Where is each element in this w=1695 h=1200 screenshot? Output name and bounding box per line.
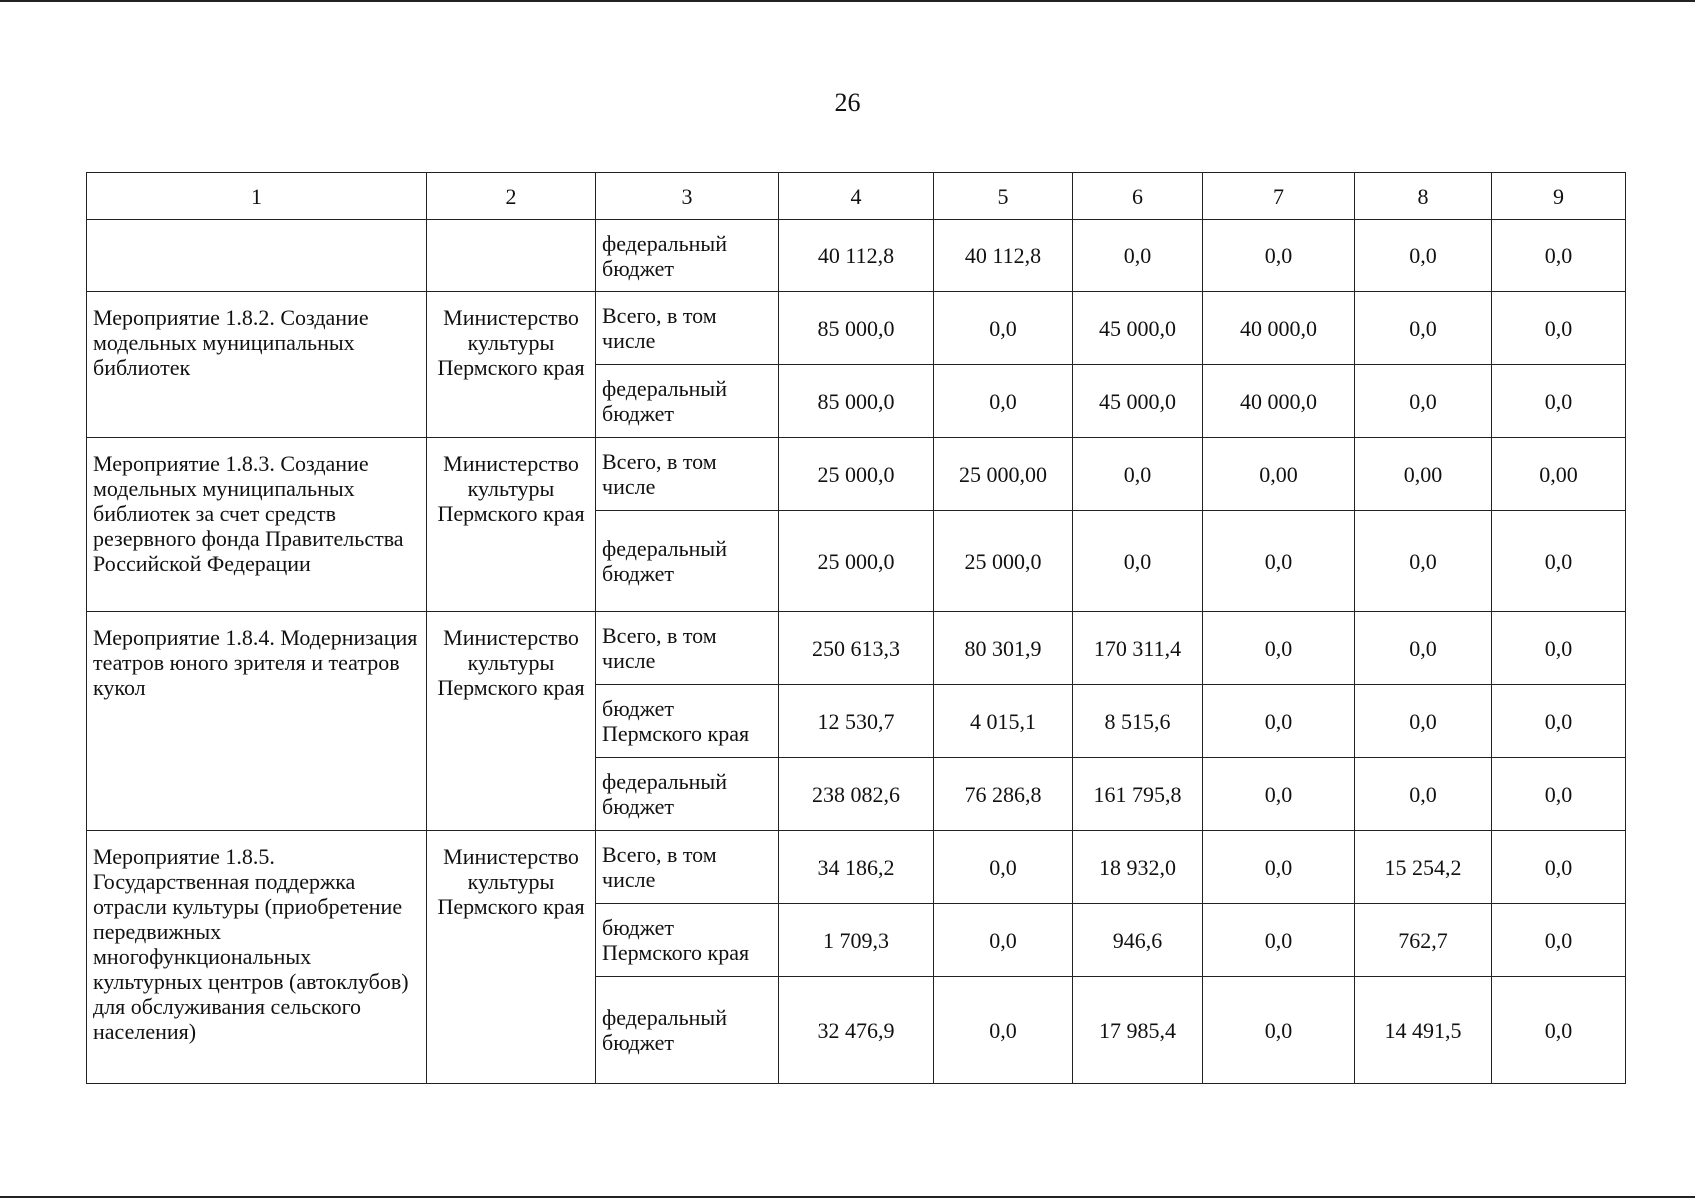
column-number: 2 <box>427 173 596 220</box>
funding-source: федеральный бюджет <box>596 977 779 1084</box>
table-row <box>87 220 1626 292</box>
funding-source: федеральный бюджет <box>596 511 779 612</box>
value-cell: 0,0 <box>1073 220 1203 292</box>
value-cell: 0,0 <box>1203 685 1355 758</box>
value-cell: 25 000,00 <box>934 438 1073 511</box>
column-number: 8 <box>1355 173 1492 220</box>
funding-source: федеральный бюджет <box>596 220 779 292</box>
value-cell: 250 613,3 <box>779 612 934 685</box>
value-cell: 0,0 <box>934 365 1073 438</box>
executor-cell <box>427 220 596 292</box>
funding-source: федеральный бюджет <box>596 365 779 438</box>
value-cell: 15 254,2 <box>1355 831 1492 904</box>
value-cell: 0,0 <box>1203 758 1355 831</box>
value-cell: 0,0 <box>934 977 1073 1084</box>
value-cell: 40 000,0 <box>1203 365 1355 438</box>
value-cell: 0,0 <box>934 292 1073 365</box>
value-cell: 85 000,0 <box>779 292 934 365</box>
value-cell: 946,6 <box>1073 904 1203 977</box>
value-cell: 0,0 <box>1355 365 1492 438</box>
funding-source: бюджет Пермского края <box>596 685 779 758</box>
value-cell: 0,0 <box>1492 292 1626 365</box>
executor: Министерство культуры Пермского края <box>427 438 596 612</box>
budget-table <box>86 172 1626 1084</box>
value-cell: 0,0 <box>1355 292 1492 365</box>
value-cell: 0,0 <box>1073 511 1203 612</box>
measure-name: Мероприятие 1.8.3. Создание модельных муниципальных библиотек за счет средств резервного фонда Правительства Российской Федерации <box>87 438 427 612</box>
column-number: 1 <box>87 173 427 220</box>
funding-source: бюджет Пермского края <box>596 904 779 977</box>
value-cell: 0,0 <box>1492 685 1626 758</box>
executor: Министерство культуры Пермского края <box>427 831 596 1084</box>
value-cell: 40 112,8 <box>934 220 1073 292</box>
funding-source: Всего, в том числе <box>596 612 779 685</box>
column-number: 4 <box>779 173 934 220</box>
measure-name: Мероприятие 1.8.4. Модернизация театров юного зрителя и театров кукол <box>87 612 427 831</box>
value-cell: 0,0 <box>934 831 1073 904</box>
value-cell: 0,0 <box>1203 977 1355 1084</box>
value-cell: 85 000,0 <box>779 365 934 438</box>
value-cell: 1 709,3 <box>779 904 934 977</box>
value-cell: 0,0 <box>1203 904 1355 977</box>
value-cell: 0,0 <box>1355 220 1492 292</box>
value-cell: 0,00 <box>1355 438 1492 511</box>
funding-source: Всего, в том числе <box>596 292 779 365</box>
measure-name-cell <box>87 220 427 292</box>
value-cell: 762,7 <box>1355 904 1492 977</box>
value-cell: 4 015,1 <box>934 685 1073 758</box>
value-cell: 25 000,0 <box>779 438 934 511</box>
table-row <box>87 612 1626 685</box>
value-cell: 0,0 <box>1492 758 1626 831</box>
value-cell: 45 000,0 <box>1073 365 1203 438</box>
value-cell: 34 186,2 <box>779 831 934 904</box>
value-cell: 0,0 <box>1355 758 1492 831</box>
value-cell: 0,0 <box>1492 831 1626 904</box>
value-cell: 0,0 <box>1355 612 1492 685</box>
bottom-scan-border <box>0 1196 1695 1198</box>
value-cell: 40 112,8 <box>779 220 934 292</box>
value-cell: 0,0 <box>1492 977 1626 1084</box>
value-cell: 18 932,0 <box>1073 831 1203 904</box>
value-cell: 8 515,6 <box>1073 685 1203 758</box>
column-number: 9 <box>1492 173 1626 220</box>
value-cell: 161 795,8 <box>1073 758 1203 831</box>
value-cell: 0,0 <box>934 904 1073 977</box>
value-cell: 0,0 <box>1492 904 1626 977</box>
value-cell: 17 985,4 <box>1073 977 1203 1084</box>
value-cell: 45 000,0 <box>1073 292 1203 365</box>
measure-name: Мероприятие 1.8.5. Государственная поддержка отрасли культуры (приобретение передвижных многофункциональных культурных центров (автоклубов) для обслуживания сельского населения) <box>87 831 427 1084</box>
value-cell: 170 311,4 <box>1073 612 1203 685</box>
table-row <box>87 292 1626 365</box>
value-cell: 0,0 <box>1355 511 1492 612</box>
table-row <box>87 438 1626 511</box>
column-number-row <box>87 173 1626 220</box>
table-row <box>87 831 1626 904</box>
value-cell: 0,0 <box>1492 365 1626 438</box>
top-scan-border <box>0 0 1695 2</box>
value-cell: 0,0 <box>1355 685 1492 758</box>
value-cell: 80 301,9 <box>934 612 1073 685</box>
column-number: 6 <box>1073 173 1203 220</box>
value-cell: 0,0 <box>1492 511 1626 612</box>
column-number: 5 <box>934 173 1073 220</box>
value-cell: 0,0 <box>1073 438 1203 511</box>
value-cell: 25 000,0 <box>779 511 934 612</box>
column-number: 7 <box>1203 173 1355 220</box>
value-cell: 0,0 <box>1492 612 1626 685</box>
value-cell: 40 000,0 <box>1203 292 1355 365</box>
column-number: 3 <box>596 173 779 220</box>
page-number: 26 <box>834 88 861 117</box>
funding-source: федеральный бюджет <box>596 758 779 831</box>
executor: Министерство культуры Пермского края <box>427 612 596 831</box>
value-cell: 12 530,7 <box>779 685 934 758</box>
value-cell: 238 082,6 <box>779 758 934 831</box>
value-cell: 76 286,8 <box>934 758 1073 831</box>
value-cell: 0,0 <box>1203 831 1355 904</box>
measure-name: Мероприятие 1.8.2. Создание модельных муниципальных библиотек <box>87 292 427 438</box>
value-cell: 0,0 <box>1203 220 1355 292</box>
value-cell: 32 476,9 <box>779 977 934 1084</box>
value-cell: 0,00 <box>1492 438 1626 511</box>
value-cell: 25 000,0 <box>934 511 1073 612</box>
executor: Министерство культуры Пермского края <box>427 292 596 438</box>
value-cell: 14 491,5 <box>1355 977 1492 1084</box>
value-cell: 0,0 <box>1203 511 1355 612</box>
value-cell: 0,0 <box>1203 612 1355 685</box>
funding-source: Всего, в том числе <box>596 831 779 904</box>
value-cell: 0,0 <box>1492 220 1626 292</box>
value-cell: 0,00 <box>1203 438 1355 511</box>
funding-source: Всего, в том числе <box>596 438 779 511</box>
